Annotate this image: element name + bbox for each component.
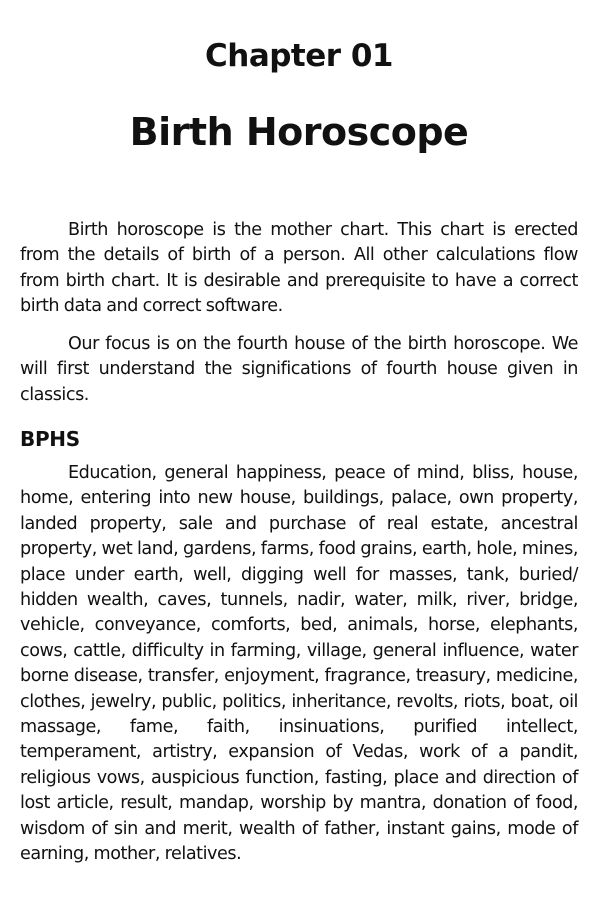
chapter-number: Chapter 01 xyxy=(205,38,393,74)
intro-paragraph: Birth horoscope is the mother chart. This chart is erected from the details of birth of a person. All other calculations flow from birth chart. It is desirable and prerequisite to have a correct birth data and correct software. xyxy=(20,220,578,317)
bphs-significations-paragraph: Education, general happiness, peace of mind, bliss, house, home, entering into new house, buildings, palace, own property, landed property, sale and purchase of real estate, ancestral property, wet land, gardens, farms, food grains, earth, hole, mines, place under earth, well, digging well for masses, tank, buried/ hidden wealth, caves, tunnels, nadir, water, milk, river, bridge, vehicle, conveyance, comforts, bed, animals, horse, elephants, cows, cattle, difficulty in farming, village, general influence, water borne disease, transfer, enjoyment, fragrance, treasury, medicine, clothes, jewelry, public, politics, inheritance, revolts, riots, boat, oil massage, fame, faith, insinuations, purified intellect, temperament, artistry, expansion of Vedas, work of a pandit, religious vows, auspicious function, fasting, place and direction of lost article, result, mandap, worship by mantra, donation of food, wisdom of sin and merit, wealth of father, instant gains, mode of earning, mother, relatives. xyxy=(20,463,578,865)
chapter-title: Birth Horoscope xyxy=(129,110,469,154)
section-heading-bphs: BPHS xyxy=(20,427,80,451)
focus-paragraph: Our focus is on the fourth house of the birth horoscope. We will first understand the significations of fourth house given in classics. xyxy=(20,334,578,405)
